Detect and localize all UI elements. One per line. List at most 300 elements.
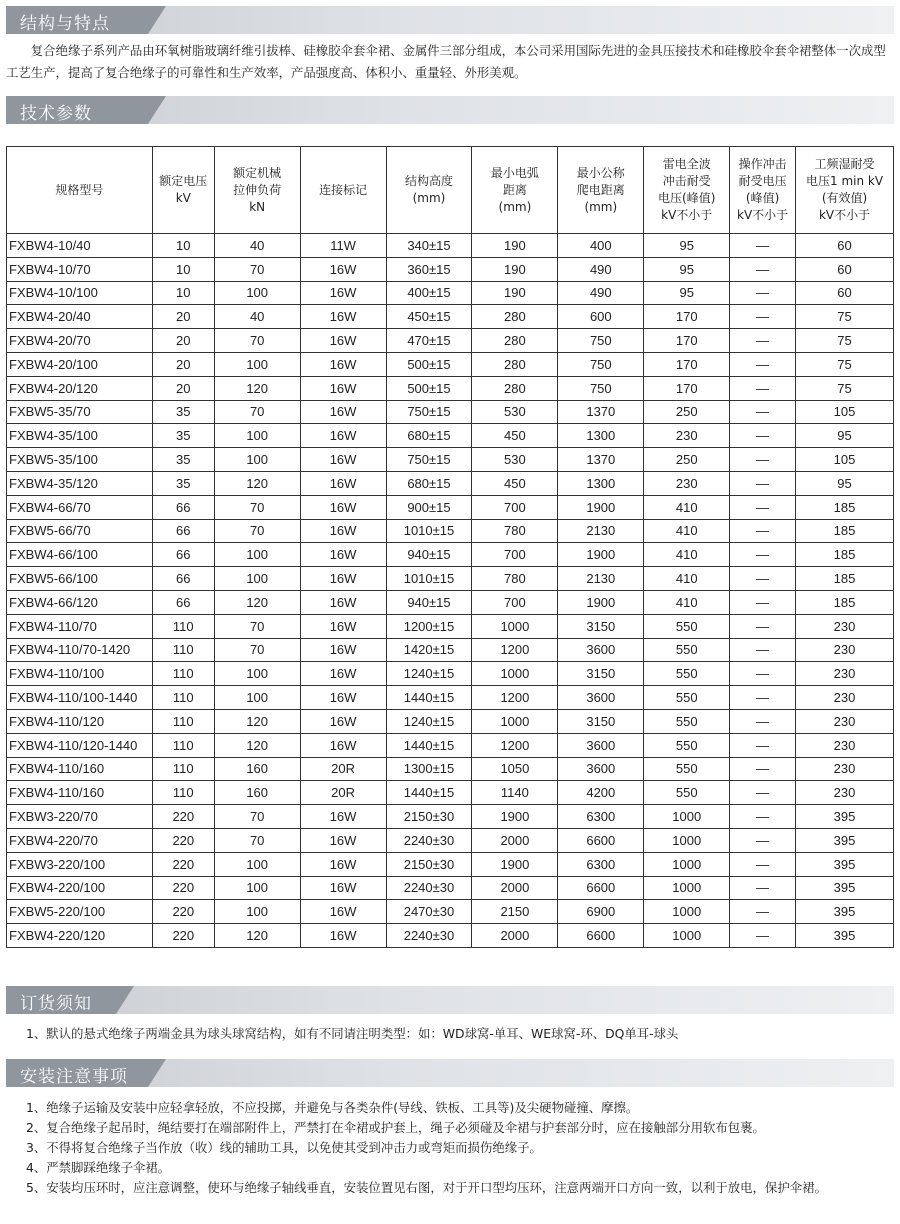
table-cell: 230 xyxy=(796,638,894,662)
table-row xyxy=(7,781,894,805)
table-cell: 280 xyxy=(472,376,558,400)
table-cell: 16W xyxy=(300,400,386,424)
model-cell: FXBW4-110/120 xyxy=(7,709,153,733)
table-cell: 250 xyxy=(644,448,730,472)
install-notes xyxy=(6,1098,894,1198)
table-cell: 1050 xyxy=(472,757,558,781)
column-header: 最小电弧 距离 (mm) xyxy=(472,147,558,234)
table-cell: 680±15 xyxy=(386,471,472,495)
table-cell: 550 xyxy=(644,686,730,710)
table-row xyxy=(7,305,894,329)
table-cell: 100 xyxy=(214,662,300,686)
table-cell: 230 xyxy=(796,757,894,781)
table-row xyxy=(7,400,894,424)
order-notes xyxy=(6,1024,894,1044)
table-cell: — xyxy=(730,805,796,829)
table-cell: 100 xyxy=(214,352,300,376)
table-cell: 3600 xyxy=(558,757,644,781)
table-cell: 16W xyxy=(300,305,386,329)
table-cell: 280 xyxy=(472,329,558,353)
table-cell: 3150 xyxy=(558,662,644,686)
table-cell: 410 xyxy=(644,519,730,543)
table-cell: 66 xyxy=(152,543,214,567)
table-cell: — xyxy=(730,686,796,710)
table-cell: 1300 xyxy=(558,424,644,448)
table-cell: 16W xyxy=(300,876,386,900)
table-cell: 110 xyxy=(152,709,214,733)
table-cell: 410 xyxy=(644,590,730,614)
table-cell: 395 xyxy=(796,828,894,852)
table-cell: 170 xyxy=(644,305,730,329)
model-cell: FXBW4-20/100 xyxy=(7,352,153,376)
model-cell: FXBW4-110/120-1440 xyxy=(7,733,153,757)
table-cell: 280 xyxy=(472,352,558,376)
table-row xyxy=(7,686,894,710)
table-cell: 250 xyxy=(644,400,730,424)
table-cell: 500±15 xyxy=(386,352,472,376)
table-cell: — xyxy=(730,709,796,733)
table-cell: 16W xyxy=(300,638,386,662)
table-cell: 110 xyxy=(152,638,214,662)
table-cell: 230 xyxy=(796,662,894,686)
table-cell: 1010±15 xyxy=(386,519,472,543)
spec-table xyxy=(6,146,894,948)
model-cell: FXBW4-35/120 xyxy=(7,471,153,495)
table-cell: 120 xyxy=(214,590,300,614)
table-cell: 780 xyxy=(472,567,558,591)
model-cell: FXBW4-10/70 xyxy=(7,257,153,281)
table-cell: 1200 xyxy=(472,638,558,662)
model-cell: FXBW4-35/100 xyxy=(7,424,153,448)
table-cell: 16W xyxy=(300,329,386,353)
table-cell: 16W xyxy=(300,495,386,519)
table-cell: 410 xyxy=(644,495,730,519)
table-cell: 1900 xyxy=(558,590,644,614)
table-cell: 1440±15 xyxy=(386,733,472,757)
table-cell: 700 xyxy=(472,543,558,567)
table-cell: 70 xyxy=(214,257,300,281)
table-row xyxy=(7,543,894,567)
table-cell: 280 xyxy=(472,305,558,329)
table-cell: 1000 xyxy=(644,900,730,924)
model-cell: FXBW4-110/100 xyxy=(7,662,153,686)
table-cell: 2000 xyxy=(472,876,558,900)
table-cell: 16W xyxy=(300,828,386,852)
table-cell: — xyxy=(730,733,796,757)
model-cell: FXBW4-220/100 xyxy=(7,876,153,900)
table-cell: 230 xyxy=(644,424,730,448)
table-cell: 70 xyxy=(214,805,300,829)
table-cell: 35 xyxy=(152,471,214,495)
table-cell: 220 xyxy=(152,924,214,948)
table-cell: 1200 xyxy=(472,686,558,710)
table-cell: 16W xyxy=(300,281,386,305)
table-row xyxy=(7,805,894,829)
table-cell: 2150 xyxy=(472,900,558,924)
table-cell: 100 xyxy=(214,900,300,924)
section-title: 结构与特点 xyxy=(20,14,110,34)
table-cell: 680±15 xyxy=(386,424,472,448)
table-row xyxy=(7,257,894,281)
table-cell: 230 xyxy=(796,733,894,757)
model-cell: FXBW4-10/40 xyxy=(7,234,153,258)
table-cell: 750 xyxy=(558,329,644,353)
table-row xyxy=(7,709,894,733)
table-cell: 1000 xyxy=(644,924,730,948)
model-cell: FXBW4-10/100 xyxy=(7,281,153,305)
table-cell: 750 xyxy=(558,352,644,376)
section-header-structure xyxy=(6,6,894,34)
structure-paragraph: 复合绝缘子系列产品由环氧树脂玻璃纤维引拔棒、硅橡胶伞套伞裙、金属件三部分组成，本公司采用国际先进的金具压接技术和硅橡胶伞套伞裙整体一次成型工艺生产，提高了复合绝缘子的可靠性和生产效率，产品强度高、体积小、重量轻、外形美观。 xyxy=(6,43,886,80)
table-cell: 1900 xyxy=(472,852,558,876)
table-cell: 120 xyxy=(214,733,300,757)
table-cell: 550 xyxy=(644,781,730,805)
table-cell: 16W xyxy=(300,543,386,567)
table-cell: 100 xyxy=(214,567,300,591)
table-cell: 1300±15 xyxy=(386,757,472,781)
table-cell: — xyxy=(730,281,796,305)
table-cell: — xyxy=(730,424,796,448)
table-cell: 1300 xyxy=(558,471,644,495)
table-cell: 750 xyxy=(558,376,644,400)
table-cell: 160 xyxy=(214,781,300,805)
table-cell: 185 xyxy=(796,495,894,519)
table-cell: 550 xyxy=(644,614,730,638)
table-cell: 110 xyxy=(152,781,214,805)
table-cell: 120 xyxy=(214,376,300,400)
table-cell: 70 xyxy=(214,614,300,638)
table-cell: 395 xyxy=(796,876,894,900)
table-cell: 490 xyxy=(558,281,644,305)
table-cell: 6300 xyxy=(558,805,644,829)
table-row xyxy=(7,448,894,472)
table-cell: 16W xyxy=(300,614,386,638)
table-cell: 1000 xyxy=(644,852,730,876)
table-cell: 940±15 xyxy=(386,590,472,614)
table-cell: 105 xyxy=(796,400,894,424)
table-cell: 3600 xyxy=(558,686,644,710)
table-cell: 450±15 xyxy=(386,305,472,329)
install-note: 2、复合绝缘子起吊时，绳结要打在端部附件上，严禁打在伞裙或护套上，绳子必须碰及伞裙与护套部分时，应在接触部分用软布包裹。 xyxy=(26,1120,765,1135)
section-title: 订货须知 xyxy=(20,994,92,1014)
table-cell: 10 xyxy=(152,281,214,305)
model-cell: FXBW4-110/160 xyxy=(7,757,153,781)
table-cell: — xyxy=(730,376,796,400)
table-cell: 1000 xyxy=(644,828,730,852)
table-cell: 70 xyxy=(214,329,300,353)
table-cell: — xyxy=(730,781,796,805)
table-row xyxy=(7,281,894,305)
table-cell: 1900 xyxy=(558,543,644,567)
table-row xyxy=(7,495,894,519)
column-header: 规格型号 xyxy=(7,147,153,234)
model-cell: FXBW5-66/70 xyxy=(7,519,153,543)
table-cell: 220 xyxy=(152,900,214,924)
table-cell: 35 xyxy=(152,424,214,448)
table-cell: — xyxy=(730,567,796,591)
table-cell: — xyxy=(730,305,796,329)
table-cell: 900±15 xyxy=(386,495,472,519)
table-cell: 160 xyxy=(214,757,300,781)
table-cell: 230 xyxy=(644,471,730,495)
table-cell: 1000 xyxy=(472,709,558,733)
table-cell: 16W xyxy=(300,519,386,543)
table-cell: 1240±15 xyxy=(386,662,472,686)
table-cell: 6600 xyxy=(558,828,644,852)
table-cell: 120 xyxy=(214,471,300,495)
table-cell: 1240±15 xyxy=(386,709,472,733)
table-cell: 400±15 xyxy=(386,281,472,305)
table-row xyxy=(7,757,894,781)
table-cell: 410 xyxy=(644,543,730,567)
table-cell: 40 xyxy=(214,234,300,258)
table-cell: — xyxy=(730,876,796,900)
table-cell: 2130 xyxy=(558,567,644,591)
table-cell: 500±15 xyxy=(386,376,472,400)
table-cell: 700 xyxy=(472,495,558,519)
table-cell: — xyxy=(730,352,796,376)
table-cell: — xyxy=(730,924,796,948)
table-row xyxy=(7,471,894,495)
table-cell: 170 xyxy=(644,352,730,376)
table-cell: 95 xyxy=(644,257,730,281)
table-cell: — xyxy=(730,400,796,424)
table-cell: 16W xyxy=(300,471,386,495)
table-cell: 1010±15 xyxy=(386,567,472,591)
section-header-tech xyxy=(6,96,894,124)
table-cell: — xyxy=(730,519,796,543)
install-note: 4、严禁脚踩绝缘子伞裙。 xyxy=(26,1160,171,1175)
table-cell: 2470±30 xyxy=(386,900,472,924)
table-cell: 16W xyxy=(300,805,386,829)
table-cell: — xyxy=(730,757,796,781)
table-cell: 16W xyxy=(300,900,386,924)
table-cell: 780 xyxy=(472,519,558,543)
table-cell: 395 xyxy=(796,900,894,924)
table-cell: 120 xyxy=(214,924,300,948)
table-cell: 1000 xyxy=(472,662,558,686)
table-cell: 16W xyxy=(300,352,386,376)
table-cell: 100 xyxy=(214,448,300,472)
table-cell: 20 xyxy=(152,329,214,353)
table-cell: — xyxy=(730,329,796,353)
table-cell: 70 xyxy=(214,495,300,519)
table-cell: 230 xyxy=(796,686,894,710)
table-cell: 6600 xyxy=(558,876,644,900)
table-cell: 220 xyxy=(152,805,214,829)
table-cell: 105 xyxy=(796,448,894,472)
table-cell: 550 xyxy=(644,709,730,733)
table-cell: 11W xyxy=(300,234,386,258)
section-title: 技术参数 xyxy=(20,104,92,124)
table-cell: 185 xyxy=(796,590,894,614)
column-header: 额定机械 拉伸负荷 kN xyxy=(214,147,300,234)
table-cell: 120 xyxy=(214,709,300,733)
table-cell: 40 xyxy=(214,305,300,329)
column-header: 连接标记 xyxy=(300,147,386,234)
table-cell: 16W xyxy=(300,662,386,686)
model-cell: FXBW5-35/70 xyxy=(7,400,153,424)
column-header: 雷电全波 冲击耐受 电压(峰值) kV不小于 xyxy=(644,147,730,234)
model-cell: FXBW3-220/70 xyxy=(7,805,153,829)
table-cell: 530 xyxy=(472,448,558,472)
table-cell: 1370 xyxy=(558,448,644,472)
table-cell: 70 xyxy=(214,400,300,424)
table-cell: 185 xyxy=(796,567,894,591)
table-row xyxy=(7,876,894,900)
table-cell: 3600 xyxy=(558,638,644,662)
table-cell: 100 xyxy=(214,543,300,567)
table-cell: 530 xyxy=(472,400,558,424)
table-row xyxy=(7,638,894,662)
table-row xyxy=(7,376,894,400)
table-cell: 66 xyxy=(152,567,214,591)
table-cell: 190 xyxy=(472,257,558,281)
table-cell: 1440±15 xyxy=(386,686,472,710)
table-cell: 190 xyxy=(472,234,558,258)
table-cell: 75 xyxy=(796,305,894,329)
model-cell: FXBW4-66/120 xyxy=(7,590,153,614)
table-cell: 600 xyxy=(558,305,644,329)
table-row xyxy=(7,662,894,686)
table-cell: 70 xyxy=(214,519,300,543)
table-cell: 75 xyxy=(796,329,894,353)
table-cell: 70 xyxy=(214,638,300,662)
table-cell: 16W xyxy=(300,567,386,591)
table-cell: 16W xyxy=(300,448,386,472)
table-cell: 16W xyxy=(300,257,386,281)
table-cell: 100 xyxy=(214,876,300,900)
table-cell: 190 xyxy=(472,281,558,305)
table-cell: 60 xyxy=(796,234,894,258)
table-row xyxy=(7,590,894,614)
table-cell: 220 xyxy=(152,876,214,900)
table-cell: 20R xyxy=(300,781,386,805)
table-row xyxy=(7,900,894,924)
table-cell: — xyxy=(730,852,796,876)
table-cell: 20 xyxy=(152,376,214,400)
table-cell: 20 xyxy=(152,305,214,329)
table-cell: — xyxy=(730,614,796,638)
table-cell: 110 xyxy=(152,662,214,686)
table-cell: 16W xyxy=(300,709,386,733)
table-cell: 16W xyxy=(300,733,386,757)
table-cell: 66 xyxy=(152,519,214,543)
table-cell: 10 xyxy=(152,257,214,281)
table-cell: 1000 xyxy=(472,614,558,638)
model-cell: FXBW4-66/70 xyxy=(7,495,153,519)
table-cell: 16W xyxy=(300,686,386,710)
table-cell: 75 xyxy=(796,376,894,400)
table-cell: — xyxy=(730,448,796,472)
table-cell: 95 xyxy=(796,471,894,495)
table-row xyxy=(7,329,894,353)
table-cell: 2150±30 xyxy=(386,805,472,829)
table-cell: — xyxy=(730,590,796,614)
table-cell: 1370 xyxy=(558,400,644,424)
table-cell: 110 xyxy=(152,757,214,781)
table-cell: 3600 xyxy=(558,733,644,757)
table-cell: 60 xyxy=(796,281,894,305)
model-cell: FXBW4-110/100-1440 xyxy=(7,686,153,710)
table-cell: 2000 xyxy=(472,924,558,948)
table-row xyxy=(7,424,894,448)
model-cell: FXBW4-20/70 xyxy=(7,329,153,353)
model-cell: FXBW5-220/100 xyxy=(7,900,153,924)
table-cell: — xyxy=(730,543,796,567)
install-note: 5、安装均压环时，应注意调整，使环与绝缘子轴线垂直，安装位置见右图，对于开口型均压环，注意两端开口方向一致，以利于放电，保护伞裙。 xyxy=(26,1180,827,1195)
table-row xyxy=(7,519,894,543)
table-cell: 6300 xyxy=(558,852,644,876)
table-row xyxy=(7,614,894,638)
table-cell: 100 xyxy=(214,852,300,876)
table-cell: 66 xyxy=(152,590,214,614)
table-cell: 16W xyxy=(300,590,386,614)
table-row xyxy=(7,852,894,876)
table-cell: 16W xyxy=(300,424,386,448)
table-cell: 6900 xyxy=(558,900,644,924)
column-header: 操作冲击 耐受电压 (峰值) kV不小于 xyxy=(730,147,796,234)
table-cell: 170 xyxy=(644,376,730,400)
table-cell: 220 xyxy=(152,828,214,852)
model-cell: FXBW4-220/120 xyxy=(7,924,153,948)
table-cell: 20 xyxy=(152,352,214,376)
table-cell: 230 xyxy=(796,781,894,805)
table-row xyxy=(7,234,894,258)
table-cell: — xyxy=(730,900,796,924)
table-cell: 3150 xyxy=(558,614,644,638)
model-cell: FXBW4-220/70 xyxy=(7,828,153,852)
table-cell: 75 xyxy=(796,352,894,376)
install-note: 3、不得将复合绝缘子当作放（收）线的辅助工具，以免使其受到冲击力或弯矩而损伤绝缘子。 xyxy=(26,1140,542,1155)
table-cell: 3150 xyxy=(558,709,644,733)
table-row xyxy=(7,828,894,852)
table-cell: 70 xyxy=(214,828,300,852)
model-cell: FXBW4-110/70-1420 xyxy=(7,638,153,662)
table-cell: 35 xyxy=(152,448,214,472)
table-cell: — xyxy=(730,662,796,686)
column-header: 结构高度 (mm) xyxy=(386,147,472,234)
model-cell: FXBW5-35/100 xyxy=(7,448,153,472)
table-cell: 450 xyxy=(472,471,558,495)
column-header: 最小公称 爬电距离 (mm) xyxy=(558,147,644,234)
section-header-install xyxy=(6,1059,894,1087)
table-cell: — xyxy=(730,495,796,519)
table-cell: 750±15 xyxy=(386,448,472,472)
table-cell: 185 xyxy=(796,519,894,543)
table-cell: 66 xyxy=(152,495,214,519)
table-cell: 20R xyxy=(300,757,386,781)
model-cell: FXBW3-220/100 xyxy=(7,852,153,876)
table-row xyxy=(7,924,894,948)
table-cell: 16W xyxy=(300,852,386,876)
table-cell: 2240±30 xyxy=(386,876,472,900)
table-cell: 940±15 xyxy=(386,543,472,567)
table-cell: 490 xyxy=(558,257,644,281)
table-cell: 230 xyxy=(796,614,894,638)
model-cell: FXBW4-66/100 xyxy=(7,543,153,567)
table-cell: 110 xyxy=(152,686,214,710)
table-cell: 185 xyxy=(796,543,894,567)
table-cell: 95 xyxy=(796,424,894,448)
table-cell: 95 xyxy=(644,281,730,305)
table-cell: 340±15 xyxy=(386,234,472,258)
table-cell: 16W xyxy=(300,376,386,400)
table-cell: 95 xyxy=(644,234,730,258)
table-cell: 360±15 xyxy=(386,257,472,281)
table-cell: 470±15 xyxy=(386,329,472,353)
column-header: 工频湿耐受 电压1 min kV (有效值) kV不小于 xyxy=(796,147,894,234)
